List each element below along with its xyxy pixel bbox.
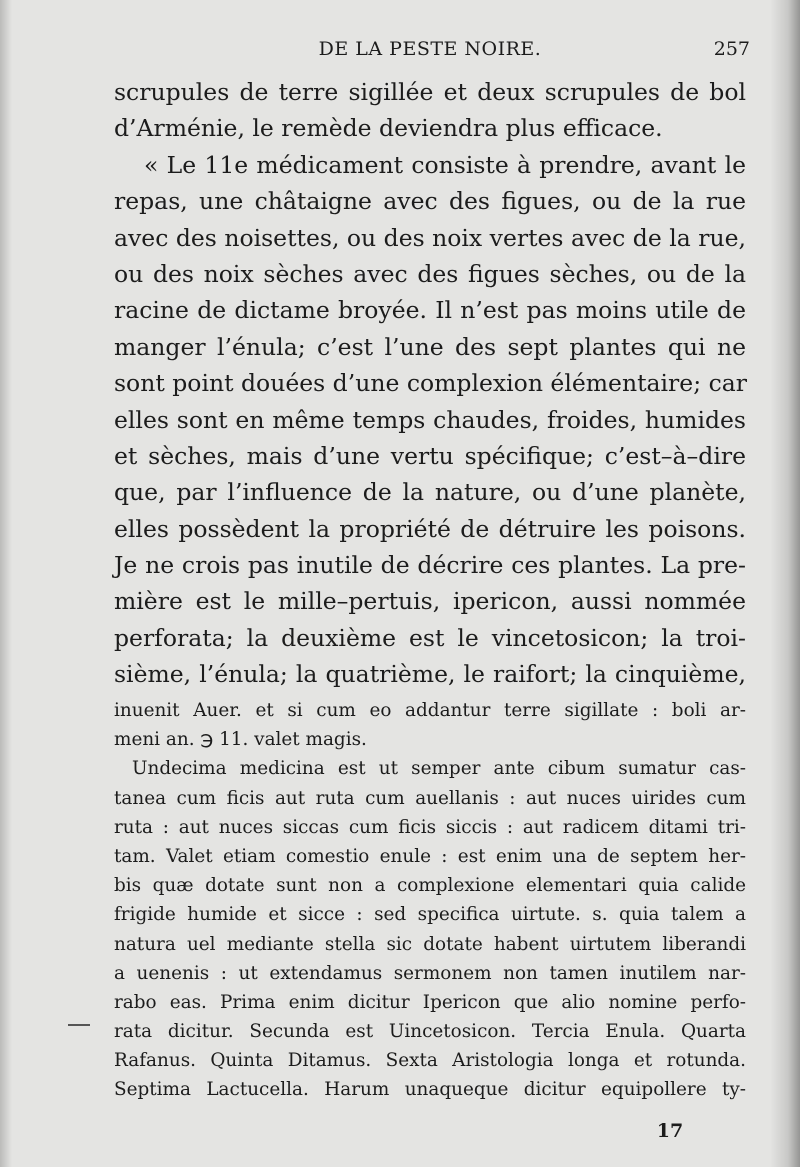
main-text-line: que, par l’influence de la nature, ou d’une planète, — [114, 478, 746, 507]
page-number: 257 — [713, 38, 750, 60]
main-text-line: d’Arménie, le remède deviendra plus efficace. — [114, 114, 663, 143]
main-text-line: « Le 11e médicament consiste à prendre, avant le — [144, 150, 746, 179]
note-line: tanea cum ficis aut ruta cum auellanis : aut nuces uirides cum — [114, 787, 746, 809]
main-text-line: racine de dictame broyée. Il n’est pas moins utile de — [114, 296, 746, 325]
note-line: frigide humide et sicce : sed specifica uirtute. s. quia talem a — [114, 904, 746, 926]
main-text-line: mière est le mille–pertuis, ipericon, aussi nommée — [114, 587, 746, 616]
main-text-line: sième, l’énula; la quatrième, le raifort; la cinquième, — [114, 660, 746, 689]
note-line: rabo eas. Prima enim dicitur Ipericon que alio nomine perfo- — [114, 991, 746, 1013]
note-line: rata dicitur. Secunda est Uincetosicon. Tercia Enula. Quarta — [114, 1021, 746, 1043]
main-text-line: ou des noix sèches avec des figues sèches, ou de la — [114, 259, 746, 288]
main-text-line: elles possèdent la propriété de détruire les poisons. — [114, 514, 746, 543]
latin-notes-block — [114, 696, 746, 1105]
note-line: inuenit Auer. et si cum eo addantur terre sigillate : boli ar- — [114, 700, 746, 721]
main-text-line: manger l’énula; c’est l’une des sept plantes qui ne — [114, 332, 746, 361]
signature-mark: 17 — [656, 1120, 684, 1142]
note-line: tam. Valet etiam comestio enule : est enim una de septem her- — [114, 845, 746, 867]
note-line: bis quæ dotate sunt non a complexione elementari quia calide — [114, 875, 746, 897]
note-line: ruta : aut nuces siccas cum ficis siccis : aut radicem ditami tri- — [114, 816, 746, 838]
main-text-line: scrupules de terre sigillée et deux scrupules de bol — [114, 78, 746, 106]
main-text-block — [114, 74, 746, 693]
main-text-line: avec des noisettes, ou des noix vertes avec de la rue, — [114, 223, 746, 252]
main-text-line: elles sont en même temps chaudes, froides, humides — [114, 405, 746, 434]
note-line: meni an. ℈ 11. valet magis. — [114, 729, 367, 751]
main-text-line: sont point douées d’une complexion élémentaire; car — [114, 369, 747, 398]
main-text-line: perforata; la deuxième est le vincetosicon; la troi- — [114, 623, 746, 652]
gutter-shadow — [0, 0, 12, 1167]
margin-mark — [68, 1024, 90, 1026]
note-line: Undecima medicina est ut semper ante cibum sumatur cas- — [132, 758, 746, 780]
note-line: Septima Lactucella. Harum unaqueque dicitur equipollere ty- — [114, 1079, 746, 1101]
note-line: natura uel mediante stella sic dotate habent uirtutem liberandi — [114, 933, 746, 955]
note-line: Rafanus. Quinta Ditamus. Sexta Aristologia longa et rotunda. — [114, 1050, 746, 1072]
main-text-line: et sèches, mais d’une vertu spécifique; c’est–à–dire — [114, 441, 746, 470]
main-text-line: Je ne crois pas inutile de décrire ces plantes. La pre- — [114, 551, 746, 580]
main-text-line: repas, une châtaigne avec des figues, ou de la rue — [114, 187, 746, 216]
running-header — [110, 36, 750, 66]
note-line: a uenenis : ut extendamus sermonem non tamen inutilem nar- — [114, 962, 746, 984]
page-edge-shadow — [770, 0, 800, 1167]
running-title: DE LA PESTE NOIRE. — [318, 38, 542, 60]
